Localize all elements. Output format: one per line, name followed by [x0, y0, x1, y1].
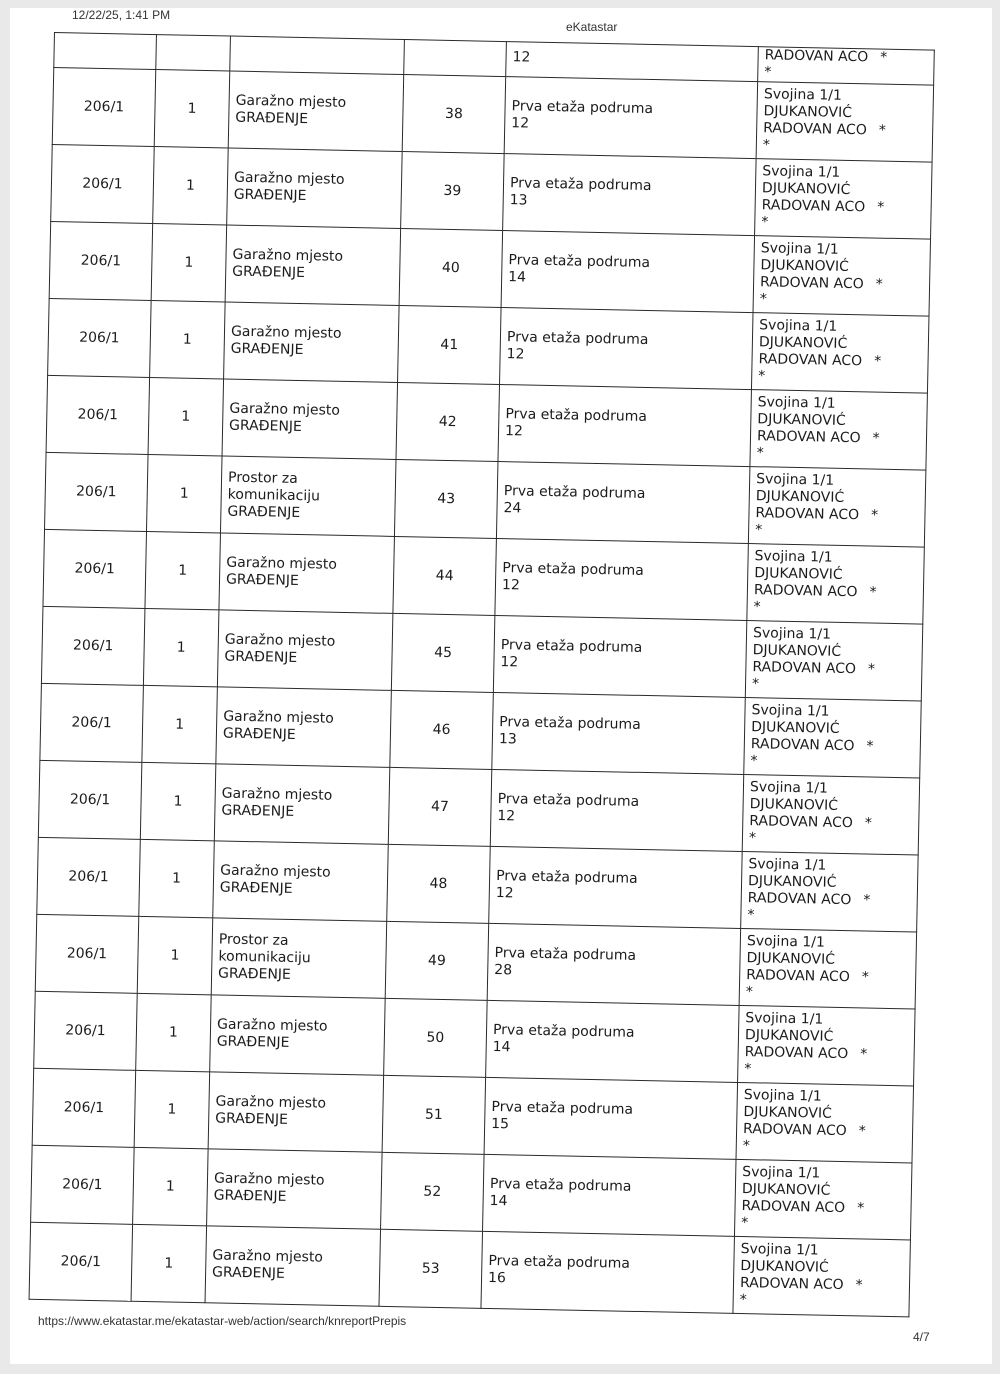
cell-parcel: 206/1 [46, 375, 150, 454]
cell-parcel: 206/1 [52, 68, 156, 147]
cell-description [228, 71, 404, 151]
cell-owner [750, 390, 928, 471]
location-line: Prva etaža podruma [506, 329, 649, 348]
cell-part: 1 [143, 608, 219, 686]
cell-owner [734, 1159, 912, 1240]
cell-location [501, 231, 754, 313]
description-line: Garažno mjesto [232, 246, 344, 265]
owner-star: * [877, 199, 885, 216]
cell-owner [739, 928, 917, 1009]
owner-star: * [863, 892, 871, 909]
owner-surname: DJUKANOVIĆ [761, 180, 851, 199]
owner-share: Svojina 1/1 [740, 1241, 819, 1259]
owner-star: * [872, 430, 880, 447]
owner-surname: DJUKANOVIĆ [749, 796, 839, 814]
cell-number: 51 [382, 1075, 486, 1154]
owner-share: Svojina 1/1 [763, 86, 842, 104]
owner-name: RADOVAN ACO [749, 813, 854, 832]
cell-location [504, 77, 757, 159]
owner-star: * [861, 969, 869, 986]
owner-name: RADOVAN ACO [741, 1198, 846, 1217]
cell-location [490, 769, 743, 851]
cell-number: 41 [398, 305, 502, 384]
owner-star-line: * [739, 1292, 747, 1309]
owner-star-line: * [761, 214, 769, 231]
owner-surname: DJUKANOVIĆ [763, 103, 853, 122]
owner-share: Svojina 1/1 [759, 317, 838, 335]
owner-star-line: * [750, 753, 758, 770]
owner-share: Svojina 1/1 [748, 856, 827, 874]
owner-star-line: * [742, 1138, 750, 1155]
description-line: GRAĐENJE [221, 802, 295, 820]
owner-surname: DJUKANOVIĆ [754, 565, 843, 583]
cell-part: 1 [148, 377, 224, 455]
page-number: 4/7 [913, 1330, 930, 1344]
owner-star: * [858, 1123, 866, 1140]
owner-surname: DJUKANOVIĆ [755, 488, 845, 506]
cell-location: 12 [506, 42, 759, 82]
owner-name: RADOVAN ACO [758, 351, 863, 370]
cell-description [219, 533, 395, 613]
description-line: GRAĐENJE [235, 109, 309, 128]
description-line: Garažno mjesto [223, 708, 334, 727]
owner-surname: DJUKANOVIĆ [757, 411, 846, 429]
location-line: 16 [487, 1269, 507, 1287]
location-line: Prva etaža podruma [502, 560, 644, 579]
description-line: Garažno mjesto [212, 1247, 324, 1266]
cell-location [498, 385, 751, 467]
owner-surname: DJUKANOVIĆ [751, 719, 840, 737]
cell-description [214, 764, 390, 844]
owner-surname: DJUKANOVIĆ [740, 1258, 829, 1276]
cell-parcel: 206/1 [43, 529, 147, 608]
location-line: Prva etaža podruma [503, 483, 646, 502]
cell-parcel: 206/1 [31, 1145, 135, 1224]
owner-star: * [878, 122, 886, 139]
cell-owner [741, 851, 919, 932]
cell-part: 1 [146, 454, 222, 532]
location-line: 28 [494, 962, 513, 979]
description-line: Garažno mjesto [216, 1016, 328, 1035]
location-line: Prva etaža podruma [497, 791, 640, 810]
owner-name: RADOVAN ACO [763, 120, 867, 139]
description-line: GRAĐENJE [217, 964, 292, 983]
location-line: Prva etaža podruma [491, 1098, 634, 1118]
footer-url: https://www.ekatastar.me/ekatastar-web/action/search/knreportPrepis [38, 1314, 407, 1328]
cell-part: 1 [139, 839, 215, 917]
cell-owner [736, 1082, 914, 1163]
cell-location [481, 1231, 734, 1313]
owner-surname: DJUKANOVIĆ [744, 1027, 834, 1045]
cell-description [217, 610, 393, 690]
cell-parcel: 206/1 [38, 760, 142, 839]
owner-star-line: * [748, 830, 757, 847]
cell-parcel: 206/1 [37, 837, 141, 916]
cell-owner [755, 159, 933, 240]
cell-parcel: 206/1 [34, 991, 138, 1070]
owner-surname: DJUKANOVIĆ [746, 950, 836, 968]
cell-number: 47 [388, 767, 492, 846]
owner-star-line: * [745, 984, 754, 1001]
register-table-wrapper [29, 32, 934, 1317]
cell-part: 1 [131, 1224, 207, 1302]
cell-description [225, 225, 401, 305]
cell-parcel: 206/1 [49, 221, 153, 300]
location-line: Prva etaža podruma [494, 945, 637, 964]
cell-parcel: 206/1 [40, 683, 144, 762]
owner-star-line: * [754, 522, 763, 539]
location-line: Prva etaža podruma [488, 1252, 631, 1272]
owner-star: * [860, 1046, 868, 1063]
cell-number: 48 [387, 844, 491, 923]
location-line: 14 [508, 269, 527, 286]
owner-star-line: * [747, 907, 755, 924]
owner-name: RADOVAN ACO [753, 582, 858, 601]
location-line: Prva etaža podruma [500, 637, 643, 656]
cell-owner [758, 47, 935, 86]
description-line: GRAĐENJE [215, 1110, 289, 1128]
owner-star-line: * [753, 599, 761, 616]
description-line: GRAĐENJE [232, 263, 306, 282]
cell-description [220, 456, 396, 536]
description-line: GRAĐENJE [224, 648, 298, 667]
print-datetime: 12/22/25, 1:41 PM [72, 8, 171, 22]
cell-owner [756, 82, 934, 163]
cell-part: 1 [136, 993, 212, 1071]
location-line: 15 [491, 1115, 510, 1133]
cell-description [207, 1149, 383, 1229]
location-line: Prva etaža podruma [509, 175, 652, 195]
owner-surname: DJUKANOVIĆ [741, 1181, 831, 1199]
owner-share: Svojina 1/1 [756, 471, 835, 489]
owner-surname: DJUKANOVIĆ [758, 334, 848, 352]
cell-description [211, 918, 387, 998]
owner-star-line: * [759, 291, 767, 308]
cell-number: 49 [385, 921, 489, 1000]
owner-name: RADOVAN ACO [742, 1121, 847, 1140]
location-line: 13 [509, 192, 528, 209]
cell-location [489, 846, 742, 928]
owner-star: * [869, 584, 877, 601]
owner-star: * [857, 1200, 865, 1217]
cell-number: 42 [396, 382, 500, 461]
cell-parcel: 206/1 [48, 298, 152, 377]
cell-number: 46 [390, 690, 494, 769]
cell-number: 40 [399, 228, 503, 307]
cell-number: 45 [391, 613, 495, 692]
cell-number: 43 [394, 459, 498, 538]
description-line: Prostor za [227, 469, 298, 487]
location-line: Prva etaža podruma [511, 98, 654, 118]
description-line: Garažno mjesto [229, 400, 341, 419]
description-line: GRAĐENJE [225, 571, 299, 590]
cell-empty [230, 36, 405, 74]
register-table [29, 32, 935, 1317]
cell-owner [733, 1236, 911, 1317]
cell-location [500, 308, 753, 390]
cell-description [208, 1072, 384, 1152]
owner-share: Svojina 1/1 [752, 625, 832, 643]
owner-share: Svojina 1/1 [757, 394, 836, 412]
owner-surname: DJUKANOVIĆ [760, 257, 850, 275]
cell-parcel: 206/1 [29, 1222, 133, 1301]
owner-share: Svojina 1/1 [743, 1087, 822, 1105]
cell-part: 1 [137, 916, 213, 994]
cell-location [492, 692, 745, 774]
cell-description [205, 1226, 381, 1306]
cell-description [222, 379, 398, 459]
location-line: Prva etaža podruma [495, 868, 638, 887]
cell-empty [156, 35, 231, 71]
location-line: 14 [492, 1039, 511, 1056]
owner-star: * [864, 815, 873, 832]
cell-description [227, 148, 403, 228]
location-line: Prva etaža podruma [508, 252, 651, 272]
cell-number: 52 [381, 1152, 485, 1231]
owner-name: RADOVAN ACO [739, 1275, 844, 1294]
description-line: GRAĐENJE [216, 1033, 290, 1051]
description-line: Garažno mjesto [230, 323, 342, 342]
owner-name: RADOVAN ACO [746, 967, 850, 986]
owner-name: RADOVAN ACO [750, 736, 855, 755]
cell-part: 1 [154, 70, 230, 148]
owner-star: * [867, 661, 876, 678]
owner-star: * [870, 507, 879, 524]
description-line: GRAĐENJE [228, 417, 303, 436]
owner-star-line: * [741, 1215, 749, 1232]
cell-parcel: 206/1 [51, 144, 155, 223]
owner-star: * [874, 353, 882, 370]
owner-name: RADOVAN ACO [744, 1044, 849, 1063]
cell-location [486, 1000, 739, 1082]
cell-part: 1 [145, 531, 221, 609]
cell-location [493, 615, 746, 697]
cell-owner [753, 236, 931, 317]
cell-owner [747, 544, 925, 625]
location-line: 12 [504, 423, 524, 440]
cell-parcel: 206/1 [45, 452, 149, 531]
owner-surname: DJUKANOVIĆ [752, 642, 842, 660]
cell-location [495, 538, 748, 620]
cell-part: 1 [133, 1147, 209, 1225]
description-line: Garažno mjesto [213, 1170, 325, 1189]
cell-location [483, 1154, 736, 1236]
cell-location [484, 1077, 737, 1159]
location-line: Prva etaža podruma [492, 1022, 635, 1041]
cell-part: 1 [153, 147, 229, 225]
owner-star: * [875, 276, 883, 293]
location-line: 12 [495, 885, 514, 902]
description-line: GRAĐENJE [227, 503, 301, 521]
location-line: 24 [503, 500, 522, 517]
description-line: GRAĐENJE [233, 186, 307, 205]
owner-share: Svojina 1/1 [745, 1010, 824, 1028]
owner-name: RADOVAN ACO [755, 505, 860, 524]
cell-parcel: 206/1 [35, 914, 139, 993]
cell-description [210, 995, 386, 1075]
cell-parcel: 206/1 [32, 1068, 136, 1147]
owner-star-line: * [758, 368, 766, 385]
description-line: Garažno mjesto [220, 862, 331, 881]
cell-owner [751, 313, 929, 394]
cell-owner [748, 467, 926, 548]
location-line: Prva etaža podruma [499, 714, 641, 733]
owner-star: * [866, 738, 874, 755]
owner-share: Svojina 1/1 [762, 163, 841, 181]
cell-empty [404, 40, 507, 77]
cell-part: 1 [142, 685, 218, 763]
owner-share: Svojina 1/1 [751, 702, 830, 720]
owner-star: * [855, 1277, 863, 1294]
cell-owner [744, 698, 922, 779]
owner-name: RADOVAN ACO [756, 428, 861, 447]
description-line: Prostor za [218, 930, 289, 949]
owner-star-line: * [751, 676, 760, 693]
cell-part: 1 [140, 762, 216, 840]
location-line: Prva etaža podruma [505, 406, 648, 425]
cell-parcel: 206/1 [41, 606, 145, 685]
cell-empty [54, 33, 157, 70]
description-line: Garažno mjesto [235, 92, 347, 111]
description-line: komunikaciju [227, 486, 321, 504]
owner-share: Svojina 1/1 [749, 779, 829, 797]
description-line: GRAĐENJE [213, 1187, 287, 1205]
description-line: GRAĐENJE [230, 340, 304, 359]
description-line: Garažno mjesto [226, 554, 338, 573]
cell-owner [745, 621, 923, 702]
location-line: Prva etaža podruma [489, 1175, 632, 1195]
location-line: 12 [511, 115, 530, 132]
location-line: 12 [497, 808, 516, 825]
description-line: Garažno mjesto [224, 631, 336, 650]
description-line: GRAĐENJE [211, 1264, 286, 1282]
location-line: 13 [498, 731, 517, 748]
location-line: 12 [501, 577, 520, 594]
owner-share: Svojina 1/1 [746, 933, 825, 951]
cell-part: 1 [151, 224, 227, 302]
cell-number: 39 [401, 152, 505, 231]
cell-number: 38 [402, 75, 506, 154]
cell-owner [738, 1005, 916, 1086]
owner-name: RADOVAN ACO [764, 47, 869, 66]
owner-share: Svojina 1/1 [760, 240, 839, 258]
owner-star-line: * [764, 64, 772, 81]
cell-description [224, 302, 400, 382]
owner-star-line: * [744, 1061, 752, 1078]
cell-description [216, 687, 392, 767]
owner-star: * [880, 49, 888, 66]
owner-name: RADOVAN ACO [761, 197, 866, 216]
cell-description [213, 841, 389, 921]
cell-location [496, 461, 749, 543]
cell-number: 44 [393, 536, 497, 615]
page-header-title: eKatastar [566, 20, 618, 34]
cell-location [487, 923, 740, 1005]
location-line: 14 [489, 1192, 508, 1210]
cell-number: 53 [379, 1229, 483, 1308]
owner-name: RADOVAN ACO [752, 659, 857, 678]
cell-part: 1 [134, 1070, 210, 1148]
owner-surname: DJUKANOVIĆ [743, 1104, 833, 1122]
description-line: komunikaciju [218, 947, 311, 966]
location-line: 12 [506, 346, 525, 363]
owner-name: RADOVAN ACO [759, 274, 864, 293]
description-line: Garažno mjesto [221, 785, 333, 804]
cell-owner [742, 774, 920, 855]
owner-star-line: * [756, 445, 764, 462]
description-line: GRAĐENJE [222, 725, 296, 743]
owner-star-line: * [762, 137, 771, 154]
cell-number: 50 [384, 998, 488, 1077]
owner-share: Svojina 1/1 [754, 548, 833, 566]
description-line: GRAĐENJE [219, 879, 293, 897]
cell-part: 1 [150, 301, 226, 379]
location-line: 12 [500, 654, 519, 671]
description-line: Garažno mjesto [215, 1093, 327, 1112]
description-line: Garažno mjesto [233, 169, 345, 188]
owner-name: RADOVAN ACO [747, 890, 852, 909]
owner-surname: DJUKANOVIĆ [747, 873, 837, 891]
owner-share: Svojina 1/1 [742, 1164, 821, 1182]
cell-location [503, 154, 756, 236]
